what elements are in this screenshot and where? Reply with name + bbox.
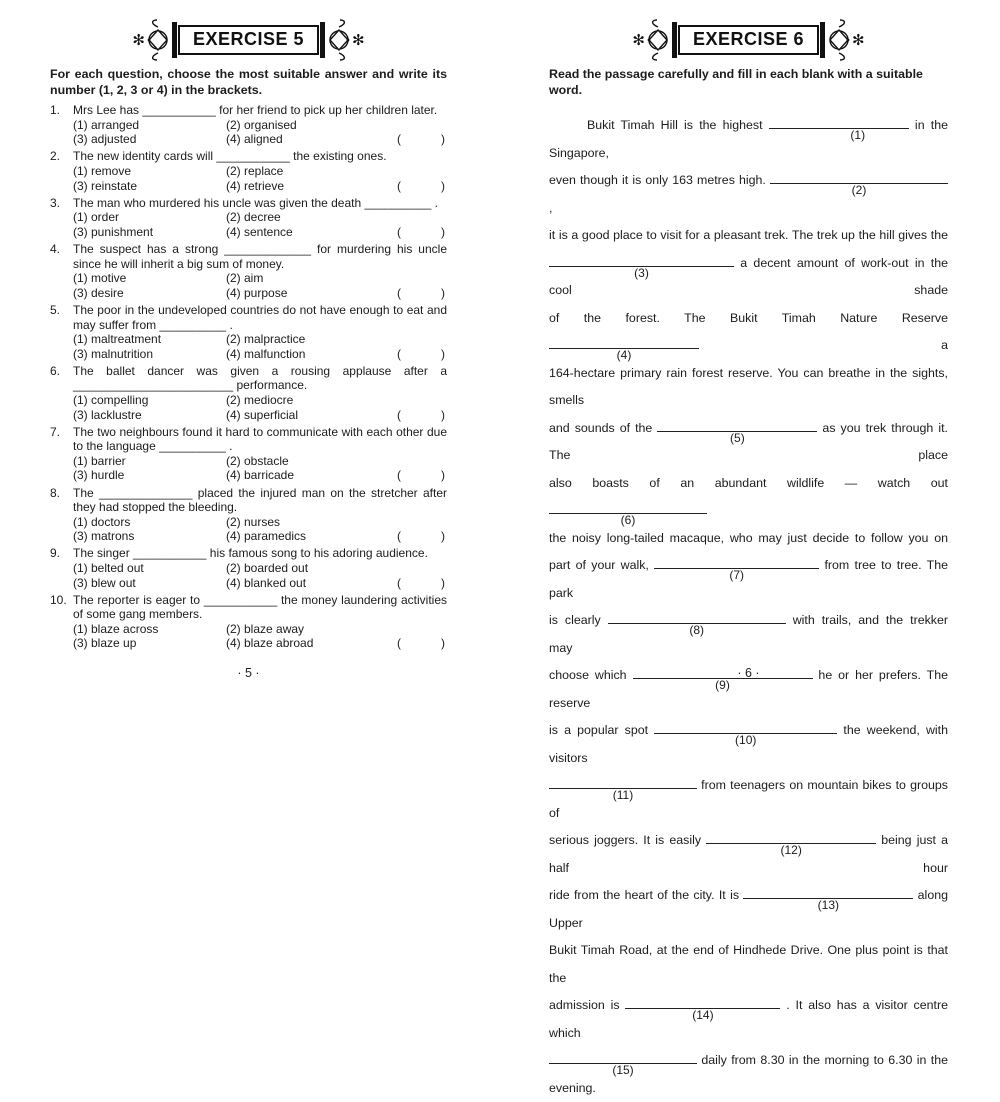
passage-line xyxy=(549,360,948,415)
passage-text: and sounds of the xyxy=(549,420,658,435)
bracket-close: ) xyxy=(441,346,445,361)
passage-line xyxy=(549,112,948,167)
option: (2) replace xyxy=(226,164,284,179)
bracket-close: ) xyxy=(441,224,445,239)
question-item xyxy=(50,593,447,651)
passage-text: of the forest. The Bukit Timah Nature Reserve xyxy=(549,310,948,325)
question-number: 4. xyxy=(50,242,61,257)
option-row xyxy=(73,225,447,240)
passage-blank xyxy=(608,614,786,638)
floret-icon: ✻ xyxy=(352,31,365,49)
exercise-6-title-text: EXERCISE 6 xyxy=(692,29,805,49)
scroll-ornament-icon xyxy=(327,19,351,61)
bracket-close: ) xyxy=(441,132,445,147)
option: (4) aligned xyxy=(226,132,283,147)
option: (2) organised xyxy=(226,117,297,132)
option-row xyxy=(73,210,447,225)
passage-text: even though it is only 163 metres high. xyxy=(549,173,770,188)
banner-bar xyxy=(320,22,325,58)
blank-number: (3) xyxy=(634,265,649,280)
option: (4) blaze abroad xyxy=(226,636,314,651)
bracket-open: ( xyxy=(397,636,401,651)
question-text: The man who murdered his uncle was given the death __________ . xyxy=(73,195,438,210)
blank-number: (1) xyxy=(850,128,866,143)
passage-line xyxy=(549,552,948,607)
bracket-close: ) xyxy=(441,407,445,422)
bracket-close: ) xyxy=(441,636,445,651)
bracket-close: ) xyxy=(441,178,445,193)
exercise-5-title-text: EXERCISE 5 xyxy=(192,29,305,49)
exercise-6-title xyxy=(678,25,819,55)
question-body xyxy=(73,364,447,422)
passage-text: the noisy long-tailed macaque, who may just decide to follow you on xyxy=(549,530,948,545)
question-number: 9. xyxy=(50,546,61,561)
passage-text: it is a good place to visit for a pleasant trek. The trek up the hill gives the xyxy=(549,228,948,243)
blank-number: (10) xyxy=(735,733,757,748)
question-body xyxy=(73,486,447,544)
option: (3) reinstate xyxy=(73,178,138,193)
option: (4) superficial xyxy=(226,407,299,422)
passage-line xyxy=(549,1047,948,1078)
passage-blank xyxy=(654,724,837,748)
banner-bar xyxy=(820,22,825,58)
option: (1) motive xyxy=(73,271,127,286)
passage-text: is a popular spot xyxy=(549,723,655,738)
passage-text: 164-hectare primary rain forest reserve. You can breathe in the sights, smells xyxy=(549,365,948,408)
question-body xyxy=(73,303,447,361)
option-row xyxy=(73,636,447,651)
option-row xyxy=(73,286,447,301)
bracket-close: ) xyxy=(441,529,445,544)
passage-text: admission is xyxy=(549,998,626,1013)
answer-brackets xyxy=(397,576,447,591)
option: (1) remove xyxy=(73,164,132,179)
answer-brackets xyxy=(397,225,447,240)
passage-blank xyxy=(549,1054,697,1078)
passage-line xyxy=(549,305,948,363)
blank-number: (15) xyxy=(612,1063,634,1078)
option: (2) obstacle xyxy=(226,453,289,468)
question-item xyxy=(50,303,447,361)
answer-brackets xyxy=(397,636,447,651)
question-number: 2. xyxy=(50,149,61,164)
question-text: The ballet dancer was given a rousing applause after a ________________________ performance. xyxy=(73,363,447,393)
passage-blank xyxy=(706,834,876,858)
passage-text: Bukit Timah Hill is the highest xyxy=(587,118,769,133)
option: (2) mediocre xyxy=(226,392,294,407)
question-body xyxy=(73,149,447,193)
exercise-5-title xyxy=(178,25,319,55)
bracket-open: ( xyxy=(397,529,401,544)
question-item xyxy=(50,425,447,483)
option: (1) blaze across xyxy=(73,621,159,636)
option: (3) matrons xyxy=(73,529,135,544)
passage-text: he or her prefers. The reserve xyxy=(549,668,948,710)
blank-number: (9) xyxy=(715,678,730,693)
answer-brackets xyxy=(397,529,447,544)
passage-line xyxy=(549,470,948,528)
bracket-close: ) xyxy=(441,285,445,300)
blank-number: (5) xyxy=(730,430,745,445)
passage-line xyxy=(549,937,948,992)
passage-text: , xyxy=(549,200,553,215)
bracket-open: ( xyxy=(397,407,401,422)
bracket-open: ( xyxy=(397,178,401,193)
question-text: The ______________ placed the injured man on the stretcher after they had stopped the bleeding. xyxy=(73,485,447,515)
passage-text: evening. xyxy=(549,1080,596,1095)
option: (2) nurses xyxy=(226,514,281,529)
exercise-5-banner xyxy=(50,18,447,62)
blank-number: (12) xyxy=(780,843,802,858)
scroll-ornament-icon xyxy=(646,19,670,61)
question-number: 6. xyxy=(50,363,61,378)
option-row xyxy=(73,622,447,637)
passage-text: ride from the heart of the city. It is xyxy=(549,888,744,903)
blank-number: (2) xyxy=(851,183,867,198)
passage-text: is clearly xyxy=(549,613,608,628)
question-body xyxy=(73,425,447,483)
option-row xyxy=(73,515,447,530)
option: (4) sentence xyxy=(226,224,293,239)
option-row xyxy=(73,408,447,423)
passage-line xyxy=(549,607,948,662)
passage-line xyxy=(549,222,948,250)
floret-icon: ✻ xyxy=(852,31,865,49)
scroll-ornament-icon xyxy=(146,19,170,61)
passage-blank xyxy=(654,559,819,583)
option-row xyxy=(73,179,447,194)
answer-brackets xyxy=(397,286,447,301)
question-body xyxy=(73,593,447,651)
passage-text: part of your walk, xyxy=(549,558,655,573)
option: (1) arranged xyxy=(73,117,140,132)
bracket-open: ( xyxy=(397,285,401,300)
option-row xyxy=(73,132,447,147)
passage-line xyxy=(549,1075,948,1102)
passage-text: also boasts of an abundant wildlife — watch out xyxy=(549,475,948,490)
option-row xyxy=(73,561,447,576)
passage-text: along Upper xyxy=(549,888,948,930)
option: (1) barrier xyxy=(73,453,126,468)
passage-text: the weekend, with visitors xyxy=(549,723,948,765)
option-row xyxy=(73,454,447,469)
passage-blank xyxy=(549,779,697,803)
question-number: 1. xyxy=(50,103,61,118)
option: (4) blanked out xyxy=(226,575,307,590)
blank-number: (14) xyxy=(692,1008,714,1023)
passage-line xyxy=(549,525,948,553)
blank-number: (8) xyxy=(689,623,705,638)
question-text: The new identity cards will ___________ the existing ones. xyxy=(73,149,387,164)
blank-number: (4) xyxy=(616,348,632,363)
question-body xyxy=(73,242,447,300)
question-text: The suspect has a strong _____________ for murdering his uncle since he will inherit a big sum of money. xyxy=(73,242,447,271)
option: (2) malpractice xyxy=(226,332,306,347)
option: (3) malnutrition xyxy=(73,346,154,361)
option-row xyxy=(73,271,447,286)
question-text: The reporter is eager to ___________ the money laundering activities of some gang members. xyxy=(73,592,447,622)
passage-text: . It also has a visitor centre which xyxy=(549,998,948,1040)
passage-line xyxy=(549,167,948,222)
page-number-right: · 6 · xyxy=(737,666,760,680)
passage-blank xyxy=(770,174,948,198)
question-body xyxy=(73,546,447,590)
question-list xyxy=(50,103,447,651)
bracket-open: ( xyxy=(397,132,401,147)
blank-number: (7) xyxy=(729,568,744,583)
option: (3) blew out xyxy=(73,575,136,590)
passage-line xyxy=(549,827,948,882)
passage-line xyxy=(549,415,948,470)
option: (3) adjusted xyxy=(73,132,137,147)
passage-text: being just a half hour xyxy=(549,833,948,875)
option-row xyxy=(73,468,447,483)
option-row xyxy=(73,393,447,408)
floret-icon: ✻ xyxy=(632,31,645,49)
bracket-close: ) xyxy=(441,468,445,483)
passage-blank xyxy=(549,256,734,280)
question-number: 3. xyxy=(50,195,61,210)
question-body xyxy=(73,196,447,240)
option-row xyxy=(73,332,447,347)
banner-bar xyxy=(172,22,177,58)
question-text: The poor in the undeveloped countries do not have enough to eat and may suffer from __________ . xyxy=(73,302,447,332)
option-row xyxy=(73,118,447,133)
question-item xyxy=(50,103,447,147)
option-row xyxy=(73,529,447,544)
option: (4) paramedics xyxy=(226,529,307,544)
passage-text: in the Singapore, xyxy=(549,118,948,160)
question-item xyxy=(50,546,447,590)
passage xyxy=(549,112,948,1102)
passage-text: a xyxy=(699,338,948,353)
exercise-5-instructions: For each question, choose the most suitable answer and write its number (1, 2, 3 or 4) in the brackets. xyxy=(50,67,447,97)
passage-text: serious joggers. It is easily xyxy=(549,833,707,848)
option: (3) blaze up xyxy=(73,636,137,651)
question-number: 10. xyxy=(50,592,67,607)
bracket-open: ( xyxy=(397,468,401,483)
passage-line xyxy=(549,992,948,1047)
question-item xyxy=(50,196,447,240)
passage-blank xyxy=(549,339,699,363)
option: (4) purpose xyxy=(226,285,288,300)
floret-icon: ✻ xyxy=(132,31,145,49)
option: (2) decree xyxy=(226,210,281,225)
question-body xyxy=(73,103,447,147)
answer-brackets xyxy=(397,408,447,423)
blank-number: (11) xyxy=(612,788,634,803)
option: (3) lacklustre xyxy=(73,407,142,422)
question-text: Mrs Lee has ___________ for her friend to pick up her children later. xyxy=(73,103,438,118)
passage-line xyxy=(549,882,948,937)
banner-bar xyxy=(672,22,677,58)
passage-text: daily from 8.30 in the morning to 6.30 in the xyxy=(697,1053,948,1068)
passage-blank xyxy=(769,119,909,143)
page-exercise-6 xyxy=(549,18,949,1095)
option: (4) retrieve xyxy=(226,178,285,193)
option-row xyxy=(73,164,447,179)
option: (4) malfunction xyxy=(226,346,306,361)
option: (1) belted out xyxy=(73,561,144,575)
page-exercise-5 xyxy=(50,18,447,680)
passage-blank xyxy=(657,421,817,445)
option: (2) blaze away xyxy=(226,621,305,636)
option: (4) barricade xyxy=(226,468,295,483)
exercise-6-instructions: Read the passage carefully and fill in each blank with a suitable word. xyxy=(549,67,923,97)
question-item xyxy=(50,242,447,300)
option: (1) order xyxy=(73,210,120,225)
question-number: 5. xyxy=(50,302,61,317)
answer-brackets xyxy=(397,347,447,362)
answer-brackets xyxy=(397,132,447,147)
passage-text: choose which xyxy=(549,668,633,683)
passage-text: from tree to tree. The park xyxy=(549,558,948,600)
bracket-open: ( xyxy=(397,575,401,590)
passage-text: as you trek through it. The place xyxy=(549,420,948,463)
question-number: 8. xyxy=(50,485,61,500)
option: (1) maltreatment xyxy=(73,332,162,347)
passage-text: from teenagers on mountain bikes to groups of xyxy=(549,778,948,820)
option: (2) boarded out xyxy=(226,561,309,575)
option: (3) hurdle xyxy=(73,468,125,483)
option: (1) compelling xyxy=(73,392,149,407)
blank-number: (13) xyxy=(817,898,840,913)
option: (3) punishment xyxy=(73,224,154,239)
passage-blank xyxy=(625,999,780,1023)
question-item xyxy=(50,486,447,544)
option-row xyxy=(73,576,447,591)
answer-brackets xyxy=(397,179,447,194)
option: (2) aim xyxy=(226,271,264,286)
page-number-left: · 5 · xyxy=(237,666,260,680)
passage-text: Bukit Timah Road, at the end of Hindhede Drive. One plus point is that the xyxy=(549,943,948,985)
question-item xyxy=(50,364,447,422)
question-text: The singer ___________ his famous song to his adoring audience. xyxy=(73,546,428,561)
question-text: The two neighbours found it hard to communicate with each other due to the language __________ . xyxy=(73,424,447,454)
question-number: 7. xyxy=(50,424,61,439)
option: (3) desire xyxy=(73,285,124,300)
bracket-open: ( xyxy=(397,224,401,239)
scroll-ornament-icon xyxy=(827,19,851,61)
option: (1) doctors xyxy=(73,514,131,529)
blank-number: (6) xyxy=(620,513,636,528)
bracket-open: ( xyxy=(397,346,401,361)
exercise-6-banner xyxy=(549,18,948,62)
passage-text: with trails, and the trekker may xyxy=(549,613,949,655)
question-item xyxy=(50,149,447,193)
option-row xyxy=(73,347,447,362)
passage-blank xyxy=(743,889,913,913)
passage-line xyxy=(549,772,948,827)
bracket-close: ) xyxy=(441,575,445,590)
passage-line xyxy=(549,717,948,772)
passage-text: a decent amount of work-out in the cool shade xyxy=(549,255,948,298)
answer-brackets xyxy=(397,468,447,483)
passage-line xyxy=(549,250,948,305)
passage-blank xyxy=(549,504,707,528)
